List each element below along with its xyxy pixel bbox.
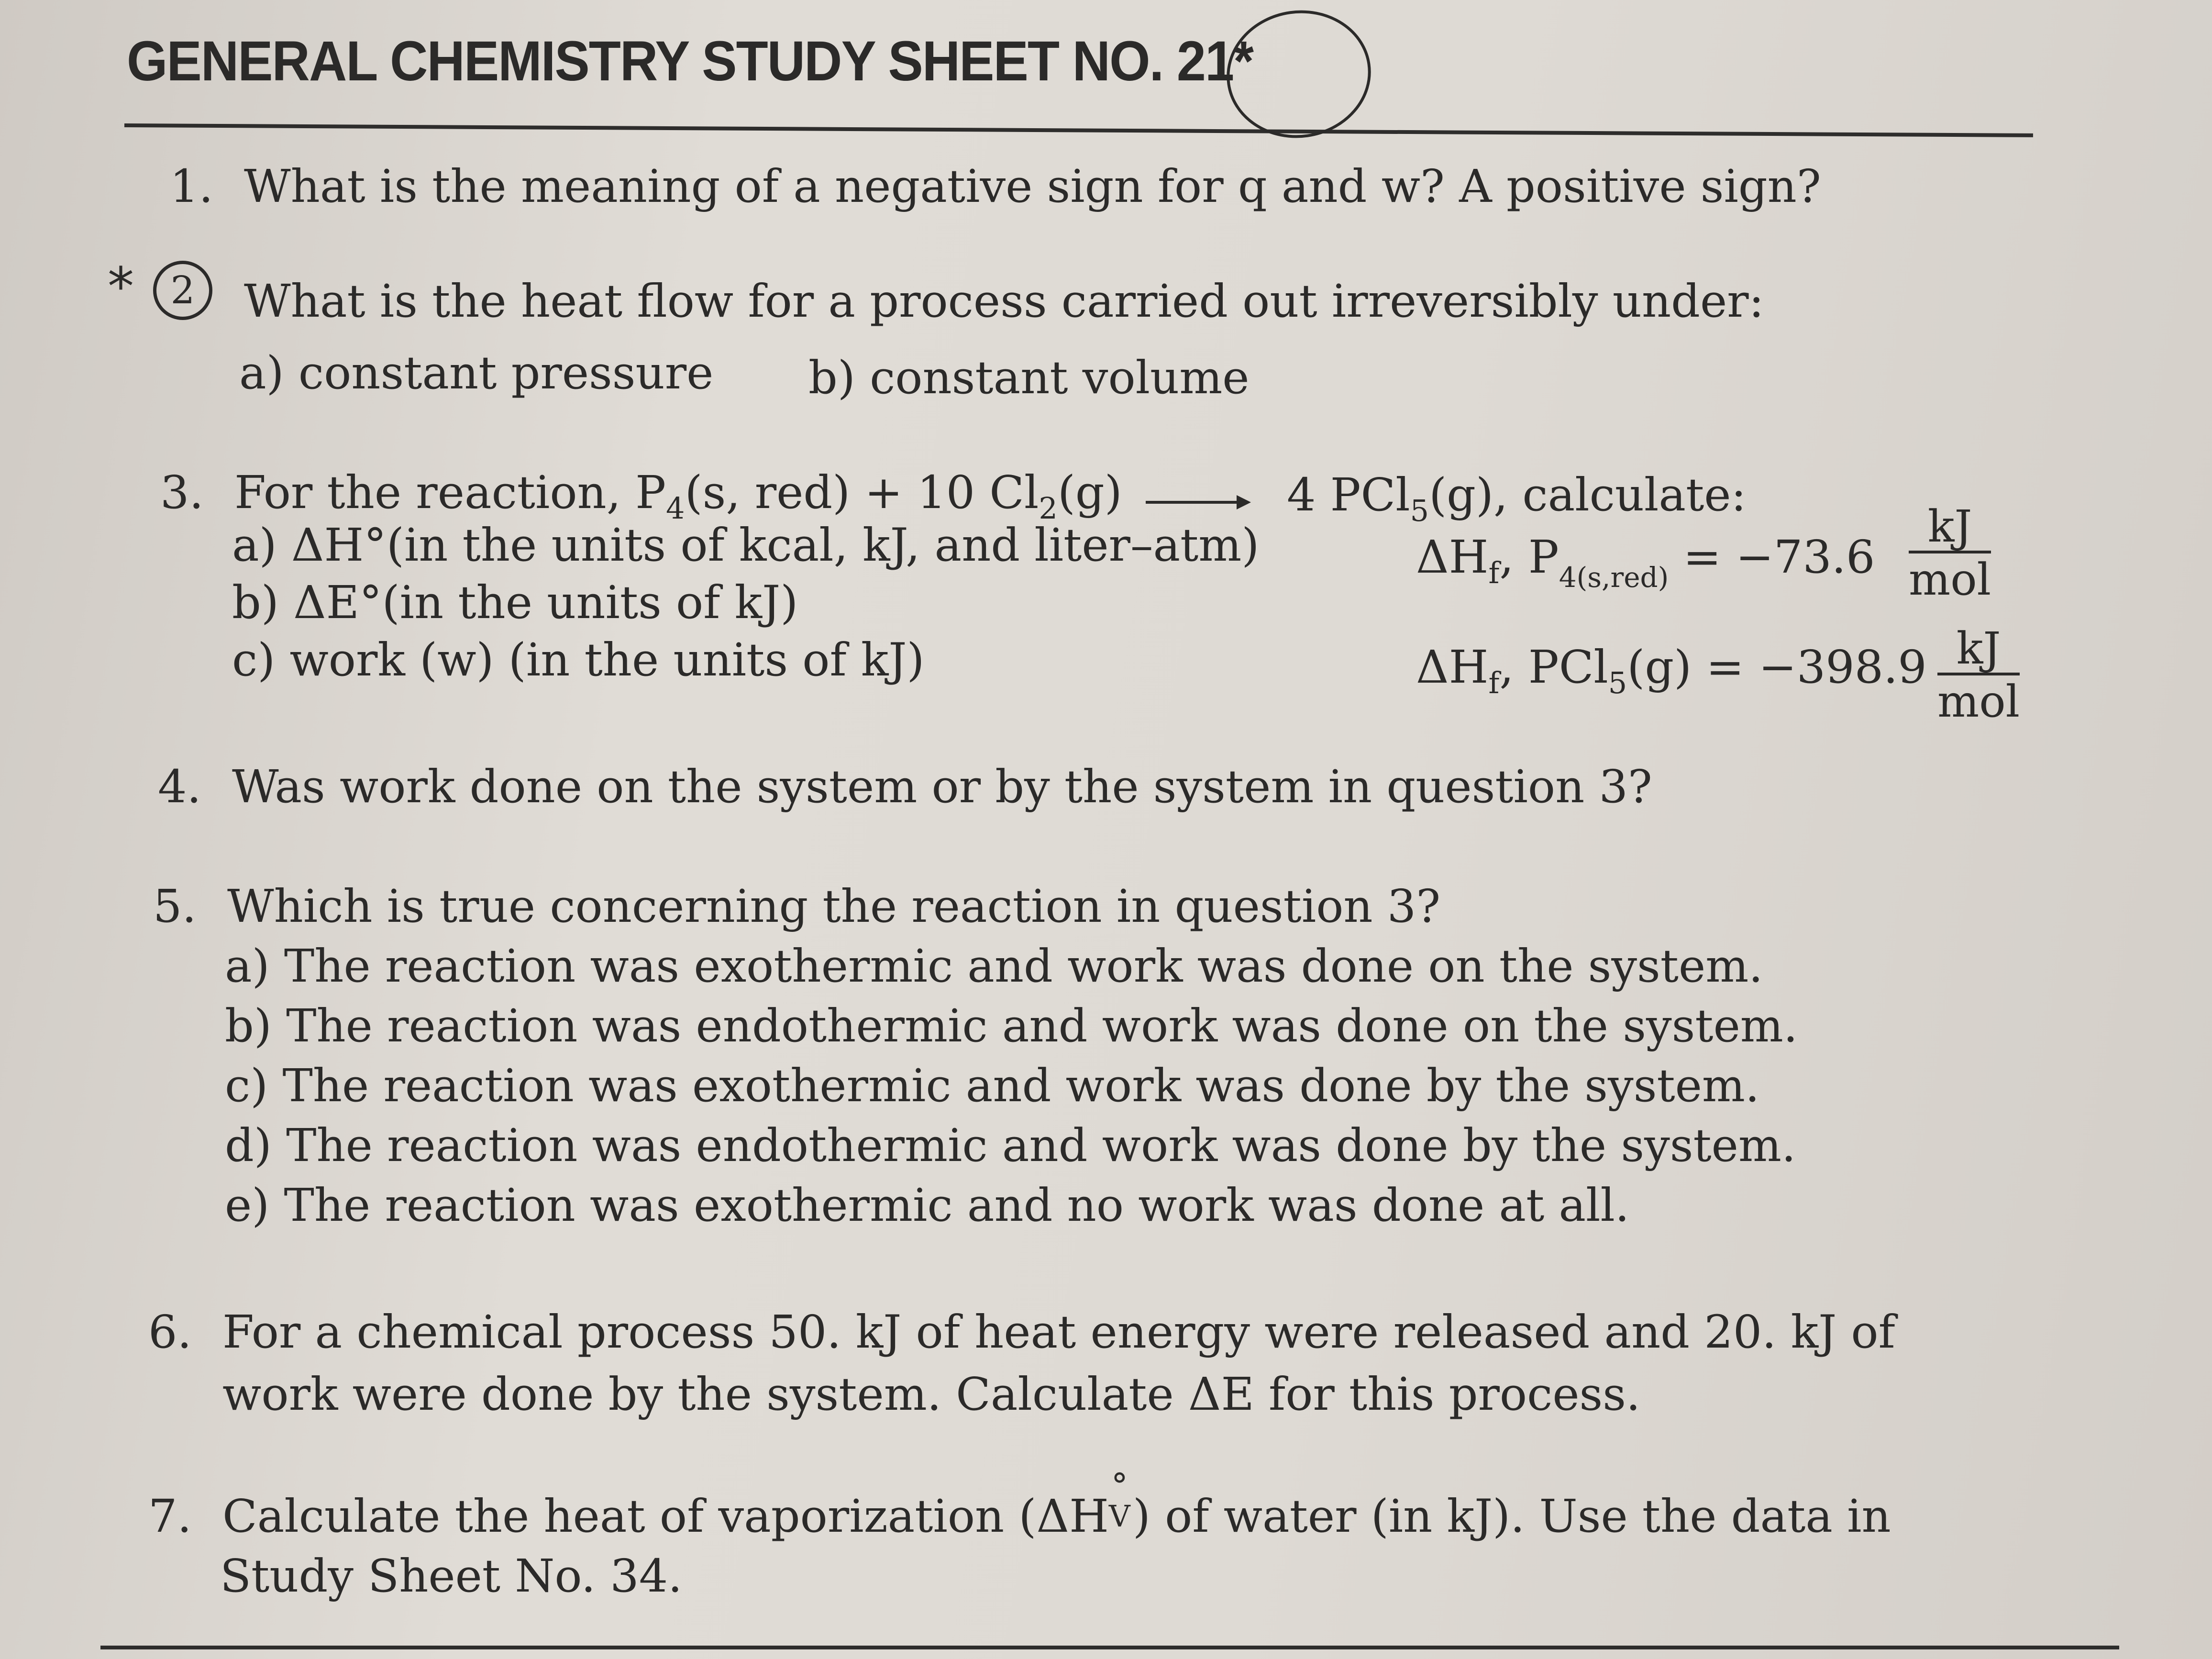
delta-h-label: ΔH (1416, 641, 1489, 694)
star-annotation: * (108, 256, 134, 317)
enthalpy-value: (g) = −398.9 (1627, 641, 1927, 694)
subscript: f (1488, 665, 1500, 700)
question-text: ) of water (in kJ). Use the data in (1132, 1490, 1891, 1543)
question-5-option-d: d) The reaction was endothermic and work was done by the system. (225, 1119, 1796, 1172)
question-3-reaction (160, 466, 1122, 526)
question-6-line-1 (148, 1306, 1895, 1359)
reaction-text: (s, red) + 10 Cl (685, 466, 1039, 519)
question-text: For a chemical process 50. kJ of heat energy were released and 20. kJ of (222, 1306, 1895, 1359)
title-underline (124, 123, 2033, 137)
question-6-line-2: work were done by the system. Calculate ΔE for this process. (222, 1368, 1641, 1421)
unit-numerator: kJ (1909, 502, 1991, 553)
reaction-text: 4 PCl (1287, 469, 1410, 521)
reaction-text: (g), calculate: (1429, 469, 1747, 521)
unit-fraction-2 (1937, 624, 2020, 729)
question-4 (158, 761, 1652, 813)
question-text: Calculate the heat of vaporization (ΔH (222, 1490, 1109, 1543)
subscript: 2 (1039, 491, 1058, 526)
question-5 (153, 880, 1440, 933)
superscript: ° (1111, 1466, 1128, 1505)
question-text: Was work done on the system or by the system in question 3? (232, 761, 1652, 813)
handwritten-circle-annotation (1225, 5, 1373, 144)
unit-denominator: mol (1937, 676, 2020, 728)
question-2-option-b: b) constant volume (808, 352, 1250, 404)
species-label: , PCl (1499, 641, 1608, 694)
question-7-line-2: Study Sheet No. 34. (220, 1550, 683, 1603)
bottom-rule (100, 1646, 2119, 1649)
enthalpy-pcl5 (1416, 641, 1927, 700)
subscript: 4(s,red) (1559, 561, 1669, 594)
reaction-text: For the reaction, P (234, 466, 666, 519)
unit-denominator: mol (1909, 554, 1991, 606)
question-text: What is the meaning of a negative sign for q and w? A positive sign? (244, 160, 1821, 213)
circled-question-number: 2 (153, 261, 212, 320)
subscript: f (1488, 555, 1500, 590)
sheet-title: GENERAL CHEMISTRY STUDY SHEET NO. 21* (127, 30, 1253, 93)
subscript: 4 (666, 491, 685, 526)
question-3-part-b: b) ΔE°(in the units of kJ) (232, 576, 798, 629)
subscript: 5 (1410, 493, 1429, 528)
question-number: 7. (148, 1490, 192, 1543)
reaction-arrow-icon (1143, 488, 1253, 517)
delta-h-label: ΔH (1416, 531, 1489, 584)
question-5-option-b: b) The reaction was endothermic and work was done on the system. (225, 1000, 1798, 1052)
question-3-part-c: c) work (w) (in the units of kJ) (232, 634, 925, 686)
question-number: 3. (160, 466, 204, 519)
question-number: 1. (170, 160, 213, 213)
question-5-option-c: c) The reaction was exothermic and work was done by the system. (225, 1060, 1760, 1112)
unit-fraction-1 (1909, 502, 1991, 607)
subscript: 5 (1608, 665, 1627, 700)
question-text: Which is true concerning the reaction in question 3? (227, 880, 1441, 933)
species-label: , P (1499, 531, 1559, 584)
question-number: 4. (158, 761, 201, 813)
question-number: 6. (148, 1306, 192, 1359)
question-5-option-a: a) The reaction was exothermic and work was done on the system. (225, 940, 1763, 993)
question-number: 5. (153, 880, 197, 933)
unit-numerator: kJ (1937, 624, 2020, 675)
subscript: V (1108, 1499, 1130, 1534)
question-2-option-a: a) constant pressure (239, 347, 714, 399)
question-3-part-a: a) ΔH°(in the units of kcal, kJ, and liter–atm) (232, 519, 1260, 572)
enthalpy-p4 (1416, 531, 1875, 594)
question-7-line-1 (148, 1466, 1891, 1543)
reaction-text: (g) (1057, 466, 1122, 519)
question-3-product (1287, 469, 1747, 528)
enthalpy-value: = −73.6 (1683, 531, 1875, 584)
question-1 (170, 160, 1821, 213)
question-2-text: What is the heat flow for a process carried out irreversibly under: (244, 275, 1764, 328)
question-5-option-e: e) The reaction was exothermic and no work was done at all. (225, 1179, 1630, 1232)
